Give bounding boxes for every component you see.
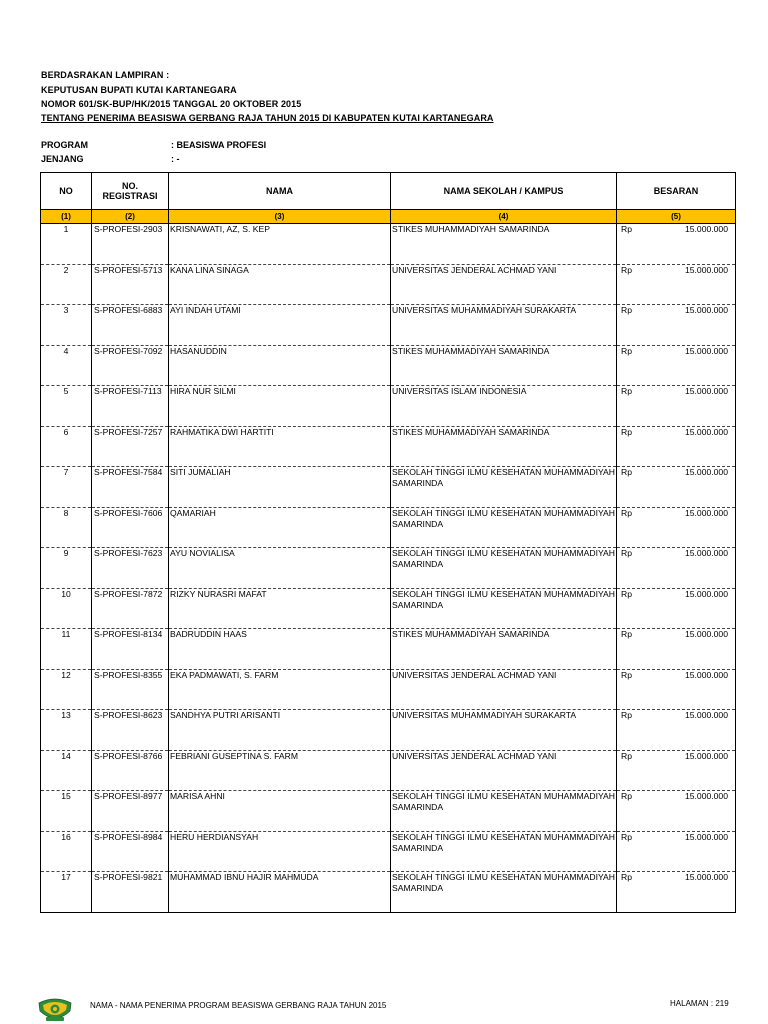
table-body	[41, 224, 736, 913]
row-number: 8	[41, 507, 92, 548]
row-number: 3	[41, 305, 92, 346]
recipient-name: AYU NOVIALISA	[169, 548, 391, 589]
school-name: SEKOLAH TINGGI ILMU KESEHATAN MUHAMMADIYAH SAMARINDA	[391, 831, 617, 872]
footer-title: NAMA - NAMA PENERIMA PROGRAM BEASISWA GERBANG RAJA TAHUN 2015	[90, 1001, 387, 1010]
amount-value: 15.000.000	[684, 831, 728, 842]
recipients-table	[40, 172, 736, 913]
recipient-name: RIZKY NURASRI MAFAT	[169, 588, 391, 629]
column-header-no: NO	[41, 173, 92, 210]
registration-number: S-PROFESI-8977	[92, 791, 169, 832]
column-number: (4)	[391, 210, 617, 224]
table-row	[41, 710, 736, 751]
registration-number: S-PROFESI-7623	[92, 548, 169, 589]
registration-number: S-PROFESI-7257	[92, 426, 169, 467]
table-row	[41, 386, 736, 427]
currency-label: Rp	[621, 750, 632, 761]
school-name: SEKOLAH TINGGI ILMU KESEHATAN MUHAMMADIYAH SAMARINDA	[391, 467, 617, 508]
currency-label: Rp	[621, 426, 632, 437]
row-number: 5	[41, 386, 92, 427]
registration-number: S-PROFESI-7113	[92, 386, 169, 427]
registration-number: S-PROFESI-8355	[92, 669, 169, 710]
school-name: SEKOLAH TINGGI ILMU KESEHATAN MUHAMMADIYAH SAMARINDA	[391, 507, 617, 548]
school-name: SEKOLAH TINGGI ILMU KESEHATAN MUHAMMADIYAH SAMARINDA	[391, 791, 617, 832]
row-number: 7	[41, 467, 92, 508]
row-number: 11	[41, 629, 92, 670]
registration-number: S-PROFESI-9821	[92, 872, 169, 913]
row-number: 10	[41, 588, 92, 629]
table-row	[41, 305, 736, 346]
recipient-name: AYI INDAH UTAMI	[169, 305, 391, 346]
row-number: 2	[41, 264, 92, 305]
recipient-name: MARISA AHNI	[169, 791, 391, 832]
table-row	[41, 629, 736, 670]
table-row	[41, 588, 736, 629]
registration-number: S-PROFESI-7584	[92, 467, 169, 508]
header-line-keputusan: KEPUTUSAN BUPATI KUTAI KARTANEGARA	[41, 85, 237, 95]
currency-label: Rp	[621, 224, 632, 234]
currency-label: Rp	[621, 467, 632, 477]
amount-cell	[617, 669, 736, 710]
amount-cell	[617, 467, 736, 508]
currency-label: Rp	[621, 507, 632, 518]
row-number: 4	[41, 345, 92, 386]
column-header-sekolah: NAMA SEKOLAH / KAMPUS	[391, 173, 617, 210]
school-name: STIKES MUHAMMADIYAH SAMARINDA	[391, 224, 617, 265]
recipient-name: HIRA NUR SILMI	[169, 386, 391, 427]
currency-label: Rp	[621, 386, 632, 396]
registration-number: S-PROFESI-7092	[92, 345, 169, 386]
table-row	[41, 345, 736, 386]
column-header-registrasi: NO. REGISTRASI	[92, 173, 169, 210]
table-row	[41, 264, 736, 305]
amount-value: 15.000.000	[684, 872, 728, 882]
header-line-nomor: NOMOR 601/SK-BUP/HK/2015 TANGGAL 20 OKTOBER 2015	[41, 99, 302, 109]
amount-cell	[617, 750, 736, 791]
program-value: : BEASISWA PROFESI	[171, 140, 267, 150]
table-row	[41, 669, 736, 710]
currency-label: Rp	[621, 305, 632, 315]
kutai-kartanegara-emblem-icon	[37, 997, 73, 1023]
currency-label: Rp	[621, 548, 632, 558]
column-number: (2)	[92, 210, 169, 224]
amount-cell	[617, 791, 736, 832]
table-row	[41, 872, 736, 913]
column-number: (3)	[169, 210, 391, 224]
school-name: UNIVERSITAS MUHAMMADIYAH SURAKARTA	[391, 710, 617, 751]
amount-value: 15.000.000	[684, 629, 728, 639]
amount-value: 15.000.000	[684, 710, 728, 720]
currency-label: Rp	[621, 588, 632, 599]
recipient-name: HERU HERDIANSYAH	[169, 831, 391, 872]
amount-cell	[617, 629, 736, 670]
amount-value: 15.000.000	[684, 224, 728, 234]
amount-cell	[617, 224, 736, 265]
currency-label: Rp	[621, 831, 632, 842]
amount-cell	[617, 872, 736, 913]
table-row	[41, 507, 736, 548]
header-line-lampiran: BERDASRAKAN LAMPIRAN :	[41, 70, 170, 80]
recipient-name: BADRUDDIN HAAS	[169, 629, 391, 670]
column-number-row	[41, 210, 736, 224]
school-name: UNIVERSITAS MUHAMMADIYAH SURAKARTA	[391, 305, 617, 346]
school-name: UNIVERSITAS JENDERAL ACHMAD YANI	[391, 750, 617, 791]
amount-cell	[617, 831, 736, 872]
currency-label: Rp	[621, 345, 632, 356]
page-number: HALAMAN : 219	[670, 999, 729, 1008]
table-row	[41, 750, 736, 791]
school-name: SEKOLAH TINGGI ILMU KESEHATAN MUHAMMADIYAH SAMARINDA	[391, 588, 617, 629]
amount-value: 15.000.000	[684, 669, 728, 680]
school-name: STIKES MUHAMMADIYAH SAMARINDA	[391, 629, 617, 670]
amount-cell	[617, 710, 736, 751]
recipient-name: SITI JUMALIAH	[169, 467, 391, 508]
table-row	[41, 831, 736, 872]
school-name: UNIVERSITAS JENDERAL ACHMAD YANI	[391, 669, 617, 710]
table-row	[41, 224, 736, 265]
header-line-tentang: TENTANG PENERIMA BEASISWA GERBANG RAJA TAHUN 2015 DI KABUPATEN KUTAI KARTANEGARA	[41, 113, 494, 123]
currency-label: Rp	[621, 669, 632, 680]
currency-label: Rp	[621, 629, 632, 639]
recipient-name: SANDHYA PUTRI ARISANTI	[169, 710, 391, 751]
registration-number: S-PROFESI-8766	[92, 750, 169, 791]
jenjang-label: JENJANG	[41, 154, 84, 164]
currency-label: Rp	[621, 264, 632, 275]
row-number: 15	[41, 791, 92, 832]
amount-cell	[617, 507, 736, 548]
currency-label: Rp	[621, 872, 632, 882]
column-number: (5)	[617, 210, 736, 224]
school-name: SEKOLAH TINGGI ILMU KESEHATAN MUHAMMADIYAH SAMARINDA	[391, 872, 617, 913]
table-row	[41, 791, 736, 832]
school-name: UNIVERSITAS ISLAM INDONESIA	[391, 386, 617, 427]
amount-value: 15.000.000	[684, 791, 728, 801]
row-number: 16	[41, 831, 92, 872]
currency-label: Rp	[621, 710, 632, 720]
recipient-name: KRISNAWATI, AZ, S. KEP	[169, 224, 391, 265]
amount-cell	[617, 548, 736, 589]
school-name: STIKES MUHAMMADIYAH SAMARINDA	[391, 345, 617, 386]
amount-cell	[617, 305, 736, 346]
registration-number: S-PROFESI-2903	[92, 224, 169, 265]
program-label: PROGRAM	[41, 140, 88, 150]
amount-value: 15.000.000	[684, 426, 728, 437]
row-number: 14	[41, 750, 92, 791]
amount-value: 15.000.000	[684, 548, 728, 558]
school-name: UNIVERSITAS JENDERAL ACHMAD YANI	[391, 264, 617, 305]
row-number: 12	[41, 669, 92, 710]
table-row	[41, 426, 736, 467]
school-name: SEKOLAH TINGGI ILMU KESEHATAN MUHAMMADIYAH SAMARINDA	[391, 548, 617, 589]
table-header-row	[41, 173, 736, 210]
column-header-nama: NAMA	[169, 173, 391, 210]
recipient-name: EKA PADMAWATI, S. FARM	[169, 669, 391, 710]
registration-number: S-PROFESI-7606	[92, 507, 169, 548]
amount-cell	[617, 345, 736, 386]
amount-value: 15.000.000	[684, 305, 728, 315]
recipient-name: KANA LINA SINAGA	[169, 264, 391, 305]
registration-number: S-PROFESI-7872	[92, 588, 169, 629]
recipient-name: FEBRIANI GUSEPTINA S. FARM	[169, 750, 391, 791]
registration-number: S-PROFESI-8984	[92, 831, 169, 872]
amount-value: 15.000.000	[684, 345, 728, 356]
row-number: 1	[41, 224, 92, 265]
row-number: 9	[41, 548, 92, 589]
amount-value: 15.000.000	[684, 750, 728, 761]
amount-value: 15.000.000	[684, 588, 728, 599]
column-number: (1)	[41, 210, 92, 224]
amount-cell	[617, 426, 736, 467]
amount-cell	[617, 386, 736, 427]
school-name: STIKES MUHAMMADIYAH SAMARINDA	[391, 426, 617, 467]
amount-cell	[617, 588, 736, 629]
row-number: 13	[41, 710, 92, 751]
row-number: 17	[41, 872, 92, 913]
amount-value: 15.000.000	[684, 467, 728, 477]
amount-cell	[617, 264, 736, 305]
amount-value: 15.000.000	[684, 507, 728, 518]
recipient-name: RAHMATIKA DWI HARTITI	[169, 426, 391, 467]
table-row	[41, 548, 736, 589]
column-header-besaran: BESARAN	[617, 173, 736, 210]
registration-number: S-PROFESI-6883	[92, 305, 169, 346]
recipient-name: QAMARIAH	[169, 507, 391, 548]
registration-number: S-PROFESI-8134	[92, 629, 169, 670]
registration-number: S-PROFESI-5713	[92, 264, 169, 305]
jenjang-value: : -	[171, 154, 180, 164]
registration-number: S-PROFESI-8623	[92, 710, 169, 751]
recipient-name: HASANUDDIN	[169, 345, 391, 386]
recipient-name: MUHAMMAD IBNU HAJIR MAHMUDA	[169, 872, 391, 913]
table-row	[41, 467, 736, 508]
currency-label: Rp	[621, 791, 632, 801]
row-number: 6	[41, 426, 92, 467]
amount-value: 15.000.000	[684, 386, 728, 396]
amount-value: 15.000.000	[684, 264, 728, 275]
